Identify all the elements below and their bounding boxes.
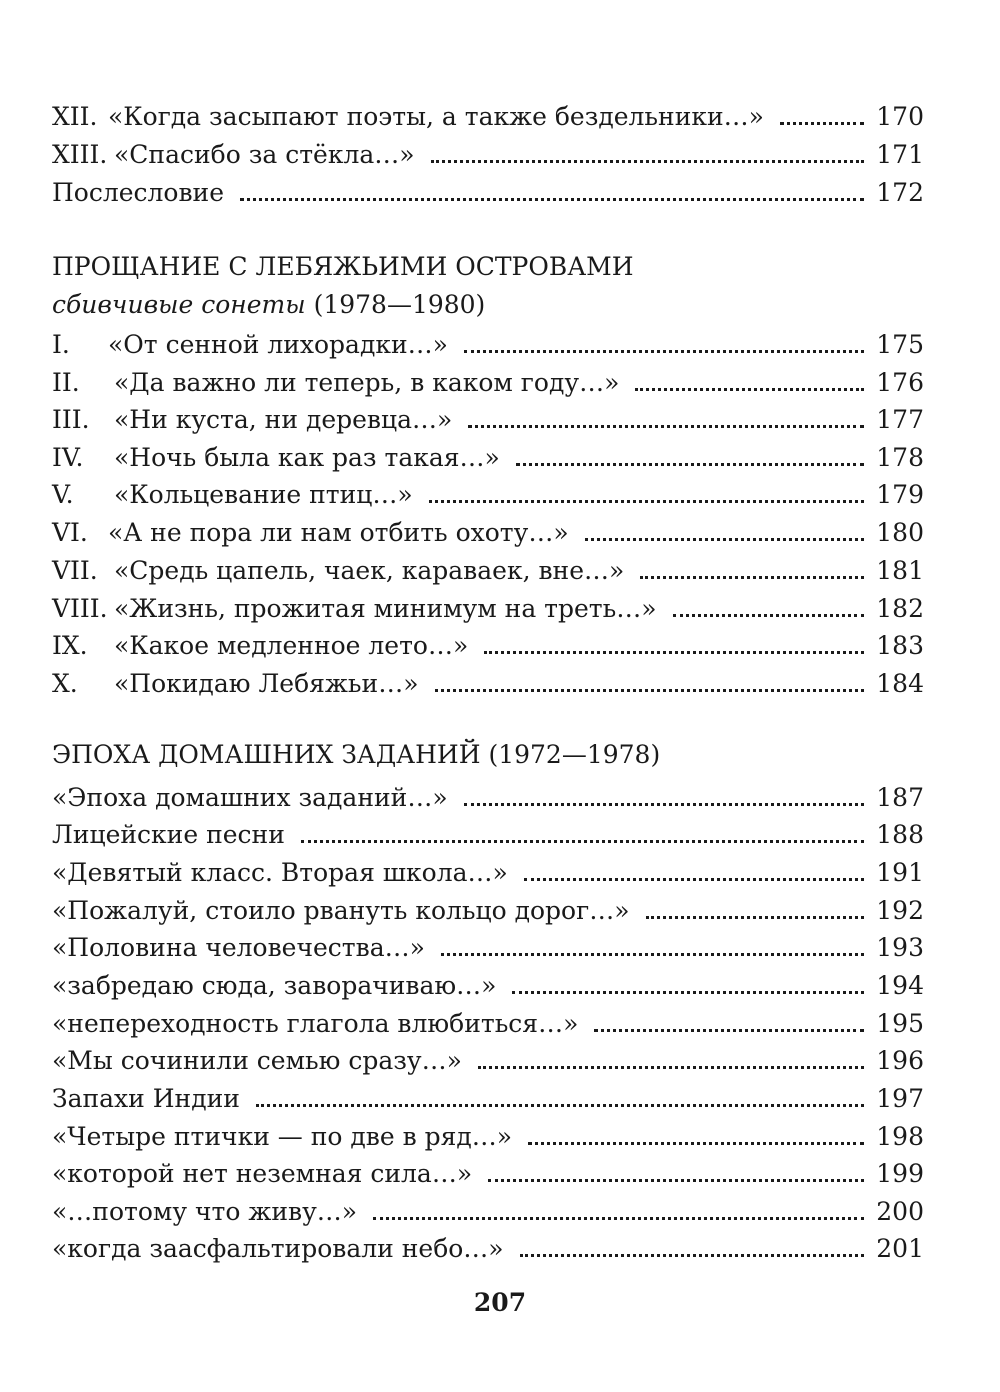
entry-page: 172 bbox=[876, 178, 924, 207]
entry-page: 171 bbox=[876, 140, 924, 169]
entry-page: 188 bbox=[876, 820, 924, 849]
entry-number: X. bbox=[52, 669, 78, 698]
leader-dots bbox=[441, 953, 864, 956]
entry-page: 175 bbox=[876, 330, 924, 359]
entry-title: «Девятый класс. Вторая школа…» bbox=[52, 858, 508, 887]
entry-title: «Средь цапель, чаек, караваек, вне…» bbox=[114, 556, 625, 585]
entry-page: 179 bbox=[876, 480, 924, 509]
entry-page: 178 bbox=[876, 443, 924, 472]
subtitle-years: (1978—1980) bbox=[313, 290, 486, 319]
entry-page: 197 bbox=[876, 1084, 924, 1113]
entry-page: 170 bbox=[876, 102, 924, 131]
leader-dots bbox=[516, 463, 864, 466]
entry-page: 182 bbox=[876, 594, 924, 623]
entry-title: «Половина человечества…» bbox=[52, 933, 425, 962]
entry-number: V. bbox=[52, 480, 74, 509]
toc-entry bbox=[52, 1226, 924, 1264]
toc-entry bbox=[52, 472, 924, 510]
toc-entry bbox=[52, 322, 924, 360]
entry-title: Послесловие bbox=[52, 178, 224, 207]
toc-entry bbox=[52, 510, 924, 548]
leader-dots bbox=[635, 388, 864, 391]
toc-entry bbox=[52, 170, 924, 208]
entry-page: 195 bbox=[876, 1009, 924, 1038]
entry-title: «Когда засыпают поэты, а также бездельники…» bbox=[108, 102, 764, 131]
toc-entry bbox=[52, 812, 924, 850]
leader-dots bbox=[478, 1066, 864, 1069]
entry-page: 176 bbox=[876, 368, 924, 397]
leader-dots bbox=[528, 1142, 864, 1145]
entry-page: 187 bbox=[876, 783, 924, 812]
entry-number: VII. bbox=[52, 556, 98, 585]
entry-title: «Мы сочинили семью сразу…» bbox=[52, 1046, 462, 1075]
entry-page: 196 bbox=[876, 1046, 924, 1075]
toc-entry bbox=[52, 94, 924, 132]
toc-entry bbox=[52, 1076, 924, 1114]
entry-title: Лицейские песни bbox=[52, 820, 285, 849]
entry-title: «когда заасфальтировали небо…» bbox=[52, 1234, 504, 1263]
entry-title: «От сенной лихорадки…» bbox=[108, 330, 448, 359]
toc-entry bbox=[52, 548, 924, 586]
leader-dots bbox=[435, 689, 865, 692]
entry-page: 181 bbox=[876, 556, 924, 585]
entry-number: VI. bbox=[52, 518, 88, 547]
toc-entry bbox=[52, 1114, 924, 1152]
entry-page: 177 bbox=[876, 405, 924, 434]
leader-dots bbox=[520, 1254, 864, 1257]
leader-dots bbox=[240, 198, 864, 201]
entry-page: 184 bbox=[876, 669, 924, 698]
leader-dots bbox=[484, 651, 864, 654]
entry-title: «Спасибо за стёкла…» bbox=[114, 140, 415, 169]
toc-entry bbox=[52, 661, 924, 699]
entry-number: XIII. bbox=[52, 140, 108, 169]
entry-title: «Покидаю Лебяжьи…» bbox=[114, 669, 419, 698]
leader-dots bbox=[646, 916, 864, 919]
leader-dots bbox=[673, 614, 864, 617]
toc-entry bbox=[52, 360, 924, 398]
entry-title: «Четыре птички — по две в ряд…» bbox=[52, 1122, 513, 1151]
entry-page: 183 bbox=[876, 631, 924, 660]
leader-dots bbox=[594, 1029, 864, 1032]
leader-dots bbox=[429, 500, 864, 503]
leader-dots bbox=[524, 878, 864, 881]
entry-number: IX. bbox=[52, 631, 88, 660]
entry-page: 201 bbox=[876, 1234, 924, 1263]
leader-dots bbox=[431, 160, 864, 163]
entry-title: «Да важно ли теперь, в каком году…» bbox=[114, 368, 620, 397]
entry-title: «Кольцевание птиц…» bbox=[114, 480, 413, 509]
leader-dots bbox=[512, 991, 864, 994]
entry-page: 194 bbox=[876, 971, 924, 1000]
entry-title: «…потому что живу…» bbox=[52, 1197, 358, 1226]
leader-dots bbox=[464, 803, 864, 806]
entry-page: 198 bbox=[876, 1122, 924, 1151]
toc-entry bbox=[52, 1001, 924, 1039]
leader-dots bbox=[468, 425, 864, 428]
entry-title: Запахи Индии bbox=[52, 1084, 240, 1113]
entry-title: «Жизнь, прожитая минимум на треть…» bbox=[114, 594, 657, 623]
entry-page: 180 bbox=[876, 518, 924, 547]
entry-page: 192 bbox=[876, 896, 924, 925]
toc-entry bbox=[52, 1189, 924, 1227]
entry-title: «Пожалуй, стоило рвануть кольцо дорог…» bbox=[52, 896, 630, 925]
subtitle-italic: сбивчивые сонеты bbox=[52, 290, 306, 319]
entry-number: I. bbox=[52, 330, 70, 359]
toc-entry bbox=[52, 925, 924, 963]
section-subtitle bbox=[52, 290, 485, 320]
toc-entry bbox=[52, 963, 924, 1001]
leader-dots bbox=[256, 1104, 864, 1107]
entry-title: «Ни куста, ни деревца…» bbox=[114, 405, 453, 434]
entry-title: «непереходность глагола влюбиться…» bbox=[52, 1009, 579, 1038]
toc-entry bbox=[52, 435, 924, 473]
toc-entry bbox=[52, 850, 924, 888]
entry-page: 200 bbox=[876, 1197, 924, 1226]
toc-entry bbox=[52, 586, 924, 624]
leader-dots bbox=[301, 840, 864, 843]
entry-number: IV. bbox=[52, 443, 84, 472]
entry-number: III. bbox=[52, 405, 90, 434]
toc-entry bbox=[52, 775, 924, 813]
entry-number: II. bbox=[52, 368, 80, 397]
toc-entry bbox=[52, 132, 924, 170]
entry-page: 193 bbox=[876, 933, 924, 962]
entry-title: «Ночь была как раз такая…» bbox=[114, 443, 500, 472]
toc-entry bbox=[52, 1038, 924, 1076]
toc-entry bbox=[52, 1151, 924, 1189]
leader-dots bbox=[488, 1179, 864, 1182]
section-heading: ЭПОХА ДОМАШНИХ ЗАДАНИЙ (1972—1978) bbox=[52, 740, 661, 769]
toc-entry bbox=[52, 888, 924, 926]
section-heading: ПРОЩАНИЕ С ЛЕБЯЖЬИМИ ОСТРОВАМИ bbox=[52, 252, 634, 281]
entry-title: «Какое медленное лето…» bbox=[114, 631, 469, 660]
leader-dots bbox=[780, 122, 864, 125]
leader-dots bbox=[464, 350, 864, 353]
entry-title: «Эпоха домашних заданий…» bbox=[52, 783, 448, 812]
leader-dots bbox=[373, 1217, 864, 1220]
leader-dots bbox=[640, 576, 864, 579]
entry-title: «А не пора ли нам отбить охоту…» bbox=[108, 518, 569, 547]
entry-page: 199 bbox=[876, 1159, 924, 1188]
entry-title: «которой нет неземная сила…» bbox=[52, 1159, 473, 1188]
entry-number: XII. bbox=[52, 102, 98, 131]
entry-page: 191 bbox=[876, 858, 924, 887]
leader-dots bbox=[585, 538, 864, 541]
page-number: 207 bbox=[473, 1288, 527, 1317]
entry-number: VIII. bbox=[52, 594, 108, 623]
toc-entry bbox=[52, 397, 924, 435]
toc-entry bbox=[52, 623, 924, 661]
entry-title: «забредаю сюда, заворачиваю…» bbox=[52, 971, 497, 1000]
